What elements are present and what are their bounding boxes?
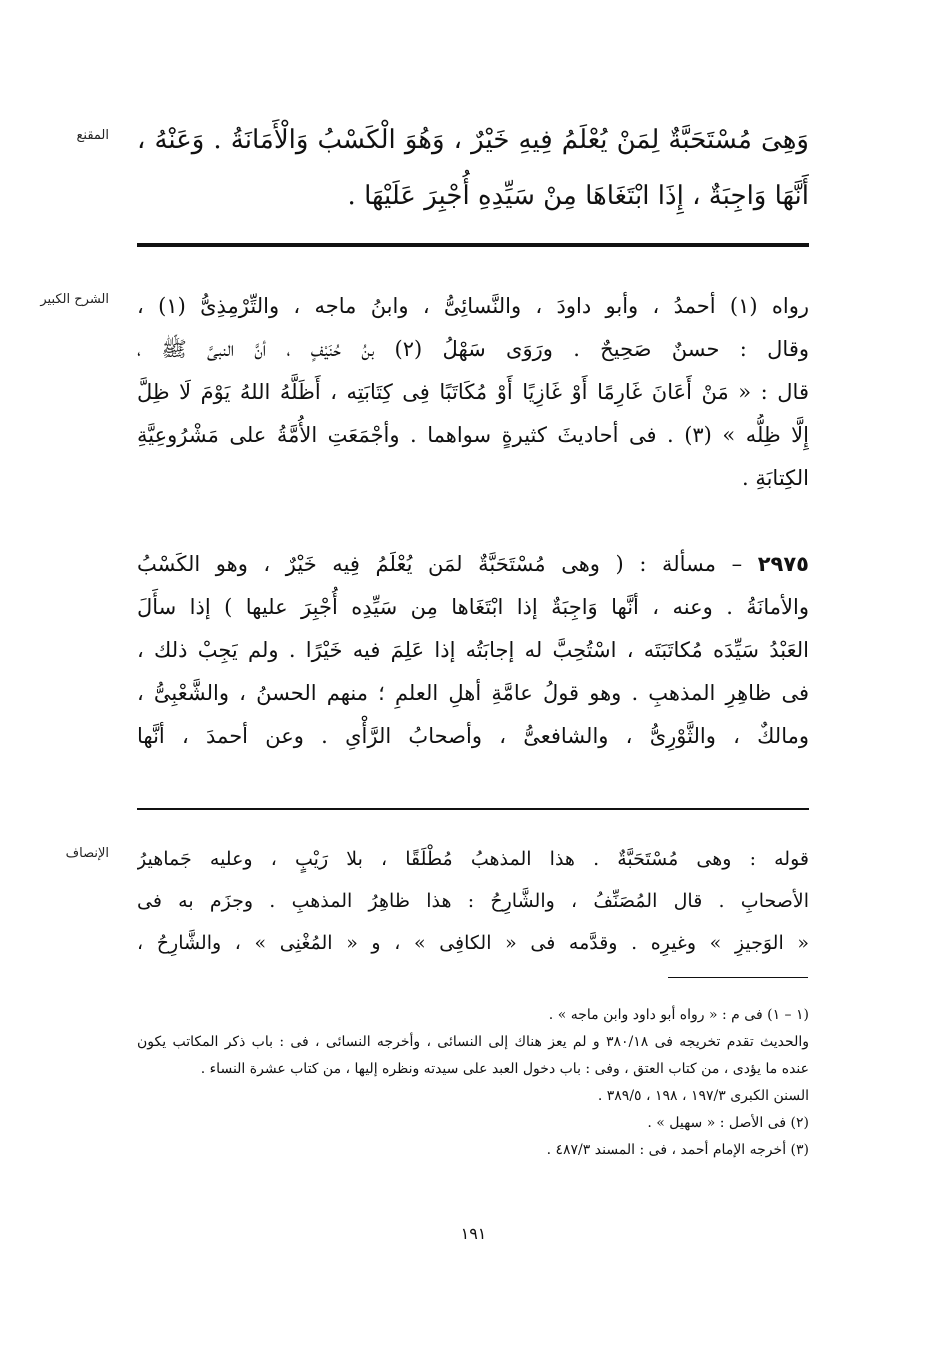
insaf-text	[137, 838, 809, 964]
footnote-divider-short	[668, 977, 808, 978]
sharh-line-text: – مسألة : ( وهى مُسْتَحَبَّةٌ لمَن يُعْلَمُ فِيه خَيْرٌ ، وهو الكَسْبُ	[137, 552, 743, 576]
section-label-sharh: الشرح الكبير	[40, 292, 109, 307]
footnote: (٣) أخرجه الإمام أحمد ، فى : المسند ٤٨٧/٣ .	[546, 1142, 809, 1158]
sharh-paragraph-2	[137, 543, 809, 758]
sharh-line: ومالكٌ ، والثَّوْرِىُّ ، والشافعىُّ ، وأصحابُ الرَّأْىِ . وعن أحمدَ ، أنَّها	[137, 724, 809, 748]
sharh-line: والأمانَةُ . وعنه ، أنَّها وَاجِبَةٌ إذا ابْتَغَاها مِن سَيِّدِه أُجْبِرَ عليها ) إذا سأَلَ	[137, 595, 809, 619]
section-divider	[137, 808, 809, 810]
muqni-line: وَهِىَ مُسْتَحَبَّةٌ لِمَنْ يُعْلَمُ فِيهِ خَيْرٌ ، وَهُوَ الْكَسْبُ وَالْأَمَانَةُ . وَعَنْهُ ،	[137, 125, 809, 155]
footnote: عنده ما يؤدى ، من كتاب العتق ، وفى : باب دخول العبد على سيدته ونظره إليها ، من كتاب عشرة النساء .	[200, 1061, 809, 1077]
sharh-line: العَبْدُ سَيِّدَه مُكاتَبَتَه ، اسْتُحِبَّ له إجابَتُه إذا عَلِمَ فيه خَيْرًا . ولم يَجِبْ ذلك ،	[137, 638, 809, 662]
sharh-line: الكِتابَةِ .	[741, 466, 809, 490]
section-divider-thick	[137, 243, 809, 247]
section-label-insaf: الإنصاف	[65, 846, 109, 861]
muqni-line: أَنَّهَا وَاجِبَةٌ ، إِذَا ابْتَغَاهَا مِنْ سَيِّدِهِ أُجْبِرَ عَلَيْهَا .	[347, 181, 809, 211]
muqni-text	[137, 112, 809, 224]
sharh-paragraph-1	[137, 285, 809, 500]
footnote: والحديث تقدم تخريجه فى ٣٨٠/١٨ و لم يعز هناك إلى النسائى ، وأخرجه النسائى ، فى : باب ذكر المكاتب يكون	[137, 1034, 809, 1050]
footnote: السنن الكبرى ١٩٧/٣ ، ١٩٨ ، ٣٨٩/٥ .	[597, 1088, 809, 1104]
page-number: ١٩١	[460, 1224, 487, 1243]
sharh-line	[137, 543, 809, 586]
footnote: (٢) فى الأصل : « سهيل » .	[647, 1115, 809, 1131]
insaf-line: قوله : وهى مُسْتَحَبَّةٌ . هذا المذهبُ مُطْلَقًا ، بلا رَيْبٍ ، وعليه جَماهيرُ	[137, 848, 809, 870]
footnote: (١ – ١) فى م : « رواه أبو داود وابن ماجه » .	[548, 1007, 809, 1023]
footnotes	[137, 1002, 809, 1164]
sharh-line: رواه (١) أحمدُ ، وأبو داودَ ، والنَّسائِىُّ ، وابنُ ماجه ، والتِّرْمِذِىُّ (١) ،	[137, 294, 809, 318]
masala-number: ٢٩٧٥	[757, 552, 809, 576]
insaf-line: الأصحابِ . قال المُصَنِّفُ ، والشَّارِحُ : هذا ظاهِرُ المذهبِ . وجزَم به فى	[137, 890, 809, 912]
sharh-line: وقال : حسنٌ صَحِيحٌ . ورَوَى سَهْلُ (٢) بنُ حُنَيْفٍ ، أنَّ النبىَّ ﷺ ،	[137, 337, 809, 361]
insaf-line: « الوَجيزِ » وغيرِه . وقدَّمه فى « الكافِى » ، و « المُغْنِى » ، والشَّارِحُ ،	[137, 932, 809, 954]
section-label-muqni: المقنع	[76, 128, 109, 143]
sharh-line: قال : « مَنْ أَعَانَ غَارِمًا أَوْ غَازِيًا أَوْ مُكَاتَبًا فِى كِتَابَتِه ، أَظَلَّهُ اللهُ يَوْمَ لَا ظِلَّ	[137, 380, 809, 404]
sharh-line: فى ظاهِرِ المذهبِ . وهو قولُ عامَّةِ أهلِ العلمِ ؛ منهم الحسنُ ، والشَّعْبِىُّ ،	[137, 681, 809, 705]
sharh-line: إِلَّا ظِلُّه » (٣) . فى أحاديثَ كثيرةٍ سواهما . وأجْمَعَتِ الأُمَّةُ على مَشْرُوعِيَّةِ	[137, 423, 809, 447]
